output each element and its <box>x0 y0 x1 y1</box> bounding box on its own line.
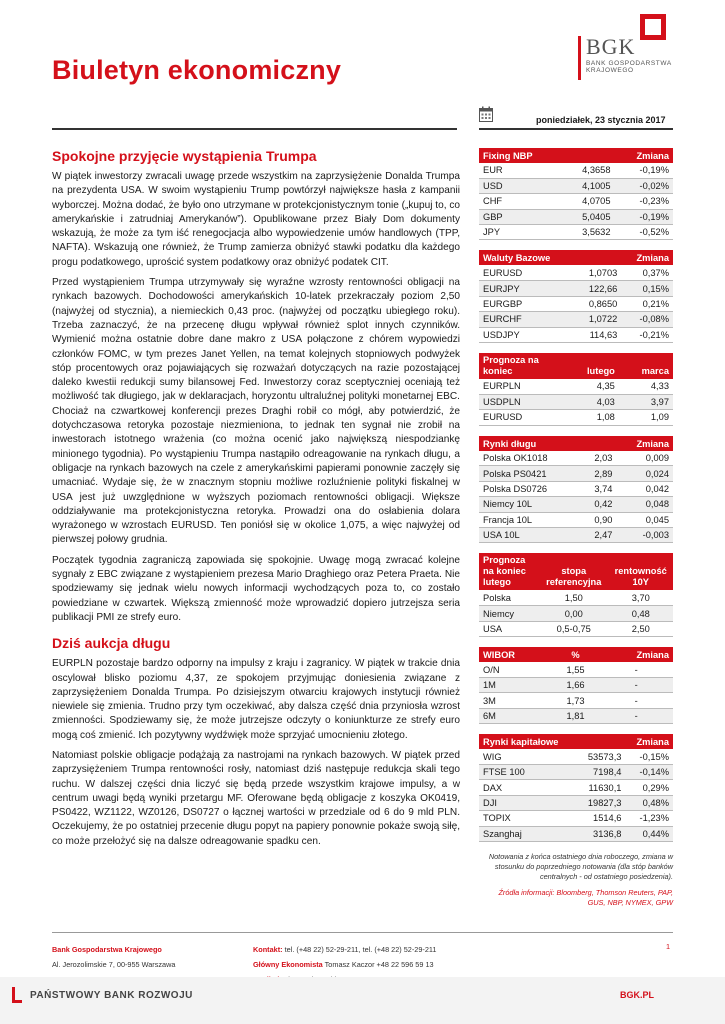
table-cell: 2,47 <box>580 528 616 543</box>
table-row <box>479 677 673 692</box>
table-cell: WIG <box>479 749 577 764</box>
pbr-brand <box>12 987 193 1003</box>
table-cell: 3,74 <box>580 481 616 496</box>
table-cell: Szanghaj <box>479 826 577 841</box>
table-cell: 0,37% <box>621 265 673 280</box>
table-cell: 0,48% <box>625 795 673 810</box>
table-cell: 11630,1 <box>577 780 626 795</box>
article-paragraph: Natomiast polskie obligacje podążają za nastrojami na rynkach bazowych. W piątek przed zaprzysiężeniem Trumpa rentowności rosły, natomiast dziś następuje redukcja skali tego ruchu. W dalszej części dnia liczyć się będą przede wszystkim krajowe impulsy, a w centrum uwagi będą wyniki przetargu MF. Oferowane będą obligacje z koszyka OK0419, PS0422, WZ1122, WZ0126, DS0727 o łącznej wartości w przedziale od 6 do 9 mld PLN. Oczekujemy, że po ostatniej przecenie długu popyt na papiery ponownie pokaże swoją siłę, co może przełożyć się na dalsze odreagowanie spadku cen. <box>52 749 460 847</box>
table-header <box>562 148 615 163</box>
logo-subtitle: BANK GOSPODARSTWA KRAJOWEGO <box>586 60 672 74</box>
article-heading: Spokojne przyjęcie wystąpienia Trumpa <box>52 148 317 164</box>
table-cell: EURPLN <box>479 379 564 394</box>
table-cell: 3136,8 <box>577 826 626 841</box>
table-header <box>580 436 616 451</box>
table-row <box>479 281 673 296</box>
header-rule <box>52 128 457 130</box>
footer-address: Al. Jerozolimskie 7, 00-955 Warszawa <box>52 960 176 969</box>
table-row <box>479 528 673 543</box>
table-cell: 3M <box>479 693 552 708</box>
table-cell: EURCHF <box>479 312 575 327</box>
table-cell: Francja 10L <box>479 512 580 527</box>
table-row <box>479 826 673 841</box>
table-header: rentowność 10Y <box>608 553 673 590</box>
table-row <box>479 163 673 178</box>
table-row <box>479 693 673 708</box>
table-cell: 0,90 <box>580 512 616 527</box>
table-cell: USA <box>479 621 539 636</box>
table-cell: 0,42 <box>580 497 616 512</box>
table-cell: Polska PS0421 <box>479 466 580 481</box>
table-cell: 0,8650 <box>575 296 621 311</box>
table-cell: 122,66 <box>575 281 621 296</box>
footer-bank-name: Bank Gospodarstwa Krajowego <box>52 945 162 954</box>
table-row <box>479 811 673 826</box>
table-cell: -0,19% <box>615 209 673 224</box>
table-header: Prognoza na koniec <box>479 353 564 379</box>
table-row <box>479 765 673 780</box>
table-row <box>479 606 673 621</box>
table-cell: 2,50 <box>608 621 673 636</box>
table-cell: 0,048 <box>616 497 673 512</box>
table-cell: Polska DS0726 <box>479 481 580 496</box>
table-cell: EURJPY <box>479 281 575 296</box>
table-row <box>479 209 673 224</box>
table-header: % <box>552 647 599 662</box>
fx-forecast-table <box>479 353 673 426</box>
table-row <box>479 662 673 677</box>
logo-bar <box>578 36 581 80</box>
main-column <box>52 148 460 855</box>
page-number: 1 <box>666 942 671 951</box>
table-cell: - <box>599 708 673 723</box>
table-cell: EURGBP <box>479 296 575 311</box>
table-header: Rynki kapitałowe <box>479 734 577 749</box>
table-cell: 1,73 <box>552 693 599 708</box>
table-header <box>577 734 626 749</box>
table-cell: FTSE 100 <box>479 765 577 780</box>
table-cell: 4,3658 <box>562 163 615 178</box>
table-cell: 114,63 <box>575 327 621 342</box>
bgk-logo <box>578 14 678 84</box>
table-cell: -0,02% <box>615 178 673 193</box>
page-title: Biuletyn ekonomiczny <box>52 55 342 85</box>
table-header: Zmiana <box>599 647 673 662</box>
table-cell: 1,09 <box>619 410 673 425</box>
article-paragraph: EURPLN pozostaje bardzo odporny na impulsy z kraju i zagranicy. W piątek w trakcie dnia oscylował blisko poziomu 4,37, ze spokojem przyjmując doniesienia związane z zaprzysiężeniem Donalda Trumpa. Po dzisiejszym otwarciu krajowych instytucji również niewiele się zmienia. Trudno przy tym oczekiwać, aby dalsza część dnia przyniosła wzrost zmienności. Spodziewamy się, że może jutrzejsze odczyty o koniunkturze ze strefy euro mogą coś zmienić. Ich pozytywny wydźwięk może sprzyjać umocnieniu złotego. <box>52 658 460 741</box>
table-row <box>479 312 673 327</box>
article-paragraph: Przed wystąpieniem Trumpa utrzymywały się wyraźne wzrosty rentowności obligacji na rynkach bazowych. Dochodowości amerykańskich 10-latek przekraczały poziom 2,50 (najwyżej od stycznia), a niemieckich 0,43 proc. (najwyżej od początku ubiegłego roku). Trzeba zaznaczyć, że na przecenę długu wpływał również splot innych czynników. Wymienić można ostatnie dobre dane makro z USA połączone z chórem wypowiedzi członków FOMC, w tym prezes Janet Yellen, na temat kolejnych stopniowych podwyżek stóp procentowych oraz pojawiających się rozważań dotyczących na razie pozostającej daleko kwestii redukcji sumy bilansowej Fed. Inwestorzy coraz sceptyczniej oceniają też możliwość tak długiego, jak w deklaracjach, horyzontu ultraluźnej polityki monetarnej EBC. Chociaż na czwartkowej konferencji prezes Draghi robił co mógł, aby potwierdzić, że dotychczasowa retoryka pozostaje niezmieniona, to jednak ten sygnał nie zrobił na inwestorach istotnego wrażenia (co można ocenić jako największą niespodziankę minionego tygodnia). Po wystąpieniu Trumpa nastąpiło odreagowanie na rynkach długu, a obligacje na rynkach bazowych na czele z amerykańskimi papierami ponownie zaczęły się umacniać. Wydaje się, że w znacznym stopniu możliwe rozluźnienie polityki fiskalnej w USA jest już uwzględnione w wyższych poziomach rentowności obligacji. Większe oddziaływanie ma protekcjonistyczna retoryka. Prowadzi ona do osłabienia dolara wyrażonego w wzrostach EURUSD. Ten poniósł się w okolice 1,075, a więc najwyżej od pierwszej połowy grudnia. <box>52 277 460 546</box>
table-header: Zmiana <box>621 250 673 265</box>
table-cell: 0,045 <box>616 512 673 527</box>
table-cell: - <box>599 693 673 708</box>
table-cell: 1M <box>479 677 552 692</box>
table-row <box>479 780 673 795</box>
table-row <box>479 795 673 810</box>
table-cell: 3,5632 <box>562 225 615 240</box>
table-cell: GBP <box>479 209 562 224</box>
issue-date: poniedziałek, 23 stycznia 2017 <box>536 115 666 125</box>
table-cell: -0,14% <box>625 765 673 780</box>
table-cell: 0,29% <box>625 780 673 795</box>
table-row <box>479 708 673 723</box>
table-header: Prognoza na koniec lutego <box>479 553 539 590</box>
table-cell: Polska <box>479 590 539 605</box>
table-row <box>479 178 673 193</box>
capital-markets-table <box>479 734 673 842</box>
pbr-mark-icon <box>12 987 22 1003</box>
fixing-nbp-table <box>479 148 673 240</box>
table-cell: 5,0405 <box>562 209 615 224</box>
rates-forecast-table <box>479 553 673 637</box>
table-cell: 0,48 <box>608 606 673 621</box>
table-cell: 2,03 <box>580 451 616 466</box>
table-cell: DAX <box>479 780 577 795</box>
table-cell: 0,042 <box>616 481 673 496</box>
base-currencies-table <box>479 250 673 342</box>
table-cell: 1,0703 <box>575 265 621 280</box>
table-cell: 1,66 <box>552 677 599 692</box>
table-row <box>479 379 673 394</box>
table-cell: TOPIX <box>479 811 577 826</box>
table-row <box>479 749 673 764</box>
table-cell: 0,44% <box>625 826 673 841</box>
bgk-website-link[interactable]: BGK.PL <box>620 990 655 1000</box>
table-cell: -0,52% <box>615 225 673 240</box>
table-row <box>479 481 673 496</box>
table-cell: 4,35 <box>564 379 619 394</box>
table-cell: 1514,6 <box>577 811 626 826</box>
table-row <box>479 451 673 466</box>
table-cell: -0,23% <box>615 194 673 209</box>
table-cell: EURUSD <box>479 410 564 425</box>
table-header: Zmiana <box>615 148 673 163</box>
footer-address-block <box>52 942 175 972</box>
logo-name: BGK <box>586 34 636 59</box>
table-header: Zmiana <box>625 734 673 749</box>
table-cell: Niemcy <box>479 606 539 621</box>
data-sources: Źródła informacji: Bloomberg, Thomson Reuters, PAP, GUS, NBP, NYMEX, GPW <box>498 888 673 907</box>
table-cell: O/N <box>479 662 552 677</box>
table-cell: 3,70 <box>608 590 673 605</box>
table-cell: 7198,4 <box>577 765 626 780</box>
table-cell: -0,003 <box>616 528 673 543</box>
table-header: WIBOR <box>479 647 552 662</box>
table-cell: -0,21% <box>621 327 673 342</box>
article-paragraph: Początek tygodnia zagraniczą zapowiada się spokojnie. Uwagę mogą zwracać kolejne sygnały z EBC związane z wystąpieniem prezesa Mario Draghiego oraz Petera Praeta. Nie spodziewamy się jednak wielu nowych informacji wychodzących poza to, co zostało powiedziane w czwartek. Większą zmienność może wprowadzić dopiero jutrzejsza seria publikacji PMI ze strefy euro. <box>52 554 460 623</box>
contact-value: tel. (+48 22) 52-29-211, tel. (+48 22) 52-29-211 <box>284 945 437 954</box>
table-cell: 0,024 <box>616 466 673 481</box>
market-data-sidebar <box>479 148 673 908</box>
table-row <box>479 621 673 636</box>
table-cell: - <box>599 662 673 677</box>
table-cell: USDPLN <box>479 394 564 409</box>
table-cell: 0,00 <box>539 606 608 621</box>
table-cell: 4,33 <box>619 379 673 394</box>
logo-square-icon <box>640 14 666 40</box>
table-cell: -0,15% <box>625 749 673 764</box>
economist-value: Tomasz Kaczor +48 22 596 59 13 <box>324 960 434 969</box>
pbr-text: PAŃSTWOWY BANK ROZWOJU <box>30 989 193 1001</box>
table-cell: -0,19% <box>615 163 673 178</box>
table-cell: 3,97 <box>619 394 673 409</box>
table-row <box>479 296 673 311</box>
table-cell: - <box>599 677 673 692</box>
table-cell: EUR <box>479 163 562 178</box>
table-cell: 0,5-0,75 <box>539 621 608 636</box>
table-cell: 1,0722 <box>575 312 621 327</box>
table-header: Waluty Bazowe <box>479 250 575 265</box>
table-cell: -1,23% <box>625 811 673 826</box>
table-cell: CHF <box>479 194 562 209</box>
table-cell: Niemcy 10L <box>479 497 580 512</box>
table-cell: 0,21% <box>621 296 673 311</box>
debt-markets-table <box>479 436 673 544</box>
table-header <box>575 250 621 265</box>
table-cell: 2,89 <box>580 466 616 481</box>
table-header: stopa referencyjna <box>539 553 608 590</box>
table-row <box>479 327 673 342</box>
calendar-icon <box>479 106 493 122</box>
table-header: marca <box>619 353 673 379</box>
table-cell: Polska OK1018 <box>479 451 580 466</box>
table-cell: 4,03 <box>564 394 619 409</box>
table-row <box>479 265 673 280</box>
table-cell: 4,0705 <box>562 194 615 209</box>
table-header: lutego <box>564 353 619 379</box>
article-heading: Dziś aukcja długu <box>52 635 171 652</box>
table-row <box>479 194 673 209</box>
table-cell: JPY <box>479 225 562 240</box>
table-row <box>479 410 673 425</box>
wibor-table <box>479 647 673 724</box>
table-cell: -0,08% <box>621 312 673 327</box>
table-row <box>479 394 673 409</box>
table-cell: 4,1005 <box>562 178 615 193</box>
table-row <box>479 466 673 481</box>
table-cell: 1,50 <box>539 590 608 605</box>
table-cell: EURUSD <box>479 265 575 280</box>
table-cell: 1,55 <box>552 662 599 677</box>
table-cell: 6M <box>479 708 552 723</box>
table-cell: USD <box>479 178 562 193</box>
contact-label: Kontakt: <box>253 945 283 954</box>
table-header: Zmiana <box>616 436 673 451</box>
table-row <box>479 590 673 605</box>
article-paragraph: W piątek inwestorzy zwracali uwagę przede wszystkim na zaprzysiężenie Donalda Trumpa na prezydenta USA. W swoim wystąpieniu Trump powtórzył największe hasła z kampanii wyborczej. Można dodać, że było ono utrzymane w protekcjonistycznym tonie („kupuj to, co amerykańskie i zatrudniaj Amerykanów”). Opublikowane przez Biały Dom dokumenty wskazują, że może za tym iść renegocjacja albo wypowiedzenie umów handlowych (TPP, NAFTA). Wskazują one również, że Trump zamierza obniżyć stawki podatku dla każdego progu podatkowego, uprościć system podatkowy oraz obniżyć podatek CIT. <box>52 171 460 268</box>
economist-label: Główny Ekonomista <box>253 960 323 969</box>
table-cell: 0,009 <box>616 451 673 466</box>
table-cell: DJI <box>479 795 577 810</box>
table-cell: USA 10L <box>479 528 580 543</box>
table-cell: 19827,3 <box>577 795 626 810</box>
table-cell: 0,15% <box>621 281 673 296</box>
table-header: Rynki długu <box>479 436 580 451</box>
table-cell: 1,08 <box>564 410 619 425</box>
table-header: Fixing NBP <box>479 148 562 163</box>
footer-rule <box>52 932 673 933</box>
table-cell: USDJPY <box>479 327 575 342</box>
table-cell: 53573,3 <box>577 749 626 764</box>
table-row <box>479 225 673 240</box>
date-rule <box>479 128 673 130</box>
table-cell: 1,81 <box>552 708 599 723</box>
table-row <box>479 497 673 512</box>
table-row <box>479 512 673 527</box>
data-note: Notowania z końca ostatniego dnia roboczego, zmiana w stosunku do poprzedniego notowania (dla stóp banków centralnych - od ostatniego posiedzenia). <box>488 852 673 881</box>
